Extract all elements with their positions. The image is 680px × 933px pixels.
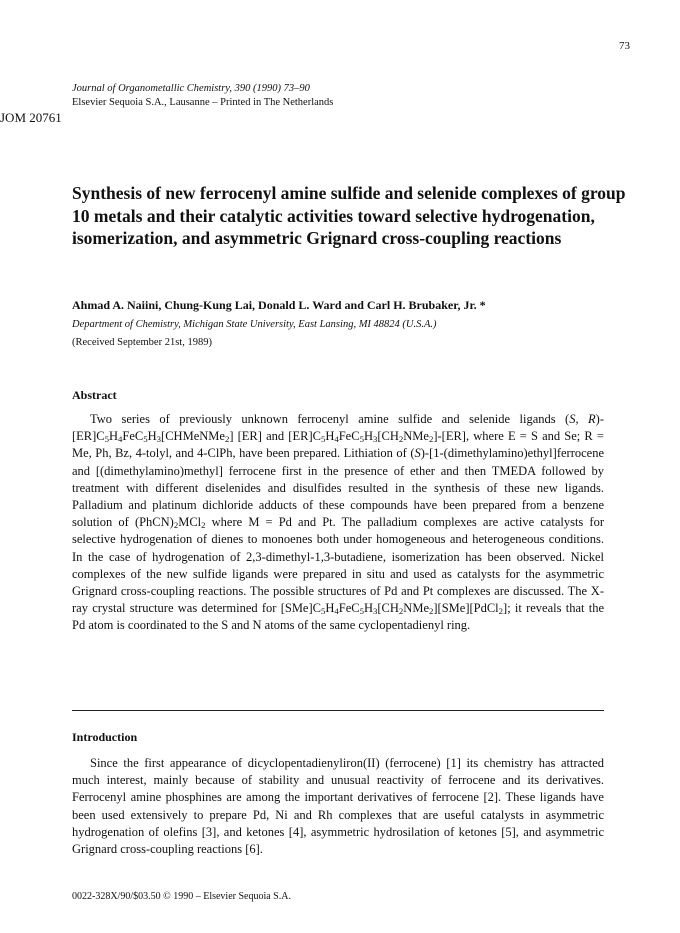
- article-title: Synthesis of new ferrocenyl amine sulfide and selenide complexes of group 10 metals and their catalytic activities toward selective hydrogenation, isomerization, and asymmetric Grignard cross-coupling reactions: [72, 183, 626, 248]
- page-number: 73: [619, 40, 630, 52]
- received-date: (Received September 21st, 1989): [72, 337, 212, 348]
- author-list: Ahmad A. Naiini, Chung-Kung Lai, Donald L. Ward and Carl H. Brubaker, Jr. *: [72, 298, 486, 312]
- journal-citation: Journal of Organometallic Chemistry, 390 (1990) 73–90: [72, 83, 310, 94]
- author-affiliation: Department of Chemistry, Michigan State University, East Lansing, MI 48824 (U.S.A.): [72, 319, 437, 330]
- jom-number: JOM 20761: [0, 110, 62, 125]
- section-divider: [72, 710, 604, 711]
- copyright-footer: 0022-328X/90/$03.50 © 1990 – Elsevier Sequoia S.A.: [72, 891, 291, 902]
- introduction-heading: Introduction: [72, 730, 138, 744]
- abstract-text: Two series of previously unknown ferrocenyl amine sulfide and selenide ligands (S, $R)-[ER]C_5H_4FeC_5H_3[CHMeNMe_2]$ [ER] and $[ER]C_5H_4FeC_5H_3[CH_2NMe_2]-[ER]$, where E = S and Se; R = Me, Ph, Bz, 4-tolyl, and 4-ClPh, have been prepared. Lithiation of (S)-[1-(dimethylamino)ethyl]ferrocene and [(dimethylamino)methyl] ferrocene first in the presence of ether and then TMEDA followed by treatment with different diselenides and disulfides resulted in the synthesis of these new ligands. Palladium and platinum dichloride adducts of these compounds have been prepared from a benzene solution of $(PhCN)_2MCl_2$ where M = Pd and Pt. The palladium complexes are active catalysts for selective hydrogenation of dienes to monoenes both under homogeneous and heterogeneous conditions. In the case of hydrogenation of 2,3-dimethyl-1,3-butadiene, isomerization has been observed. Nickel complexes of the new sulfide ligands were prepared in situ and used as catalysts for the asymmetric Grignard cross-coupling reactions. The possible structures of Pd and Pt complexes are discussed. The X-ray crystal structure was determined for $[SMe]C_5H_4FeC_5H_3[CH_2NMe_2][SMe][PdCl_2]$; it reveals that the Pd atom is coordinated to the S and N atoms of the same cyclopentadienyl ring.: [72, 412, 604, 633]
- abstract-heading: Abstract: [72, 388, 117, 402]
- publisher-line: Elsevier Sequoia S.A., Lausanne – Printed in The Netherlands: [72, 97, 334, 108]
- introduction-text: Since the first appearance of dicyclopentadienyliron(II) (ferrocene) [1] its chemistry has attracted much interest, mainly because of stability and unusual reactivity of ferrocene and its derivatives. Ferrocenyl amine phosphines are among the important derivatives of ferrocene [2]. These ligands have been used extensively to prepare Pd, Ni and Rh complexes that are useful catalysts in asymmetric hydrogenation of olefins [3], and ketones [4], asymmetric hydrosilation of ketones [5], and asymmetric Grignard cross-coupling reactions [6].: [72, 756, 604, 857]
